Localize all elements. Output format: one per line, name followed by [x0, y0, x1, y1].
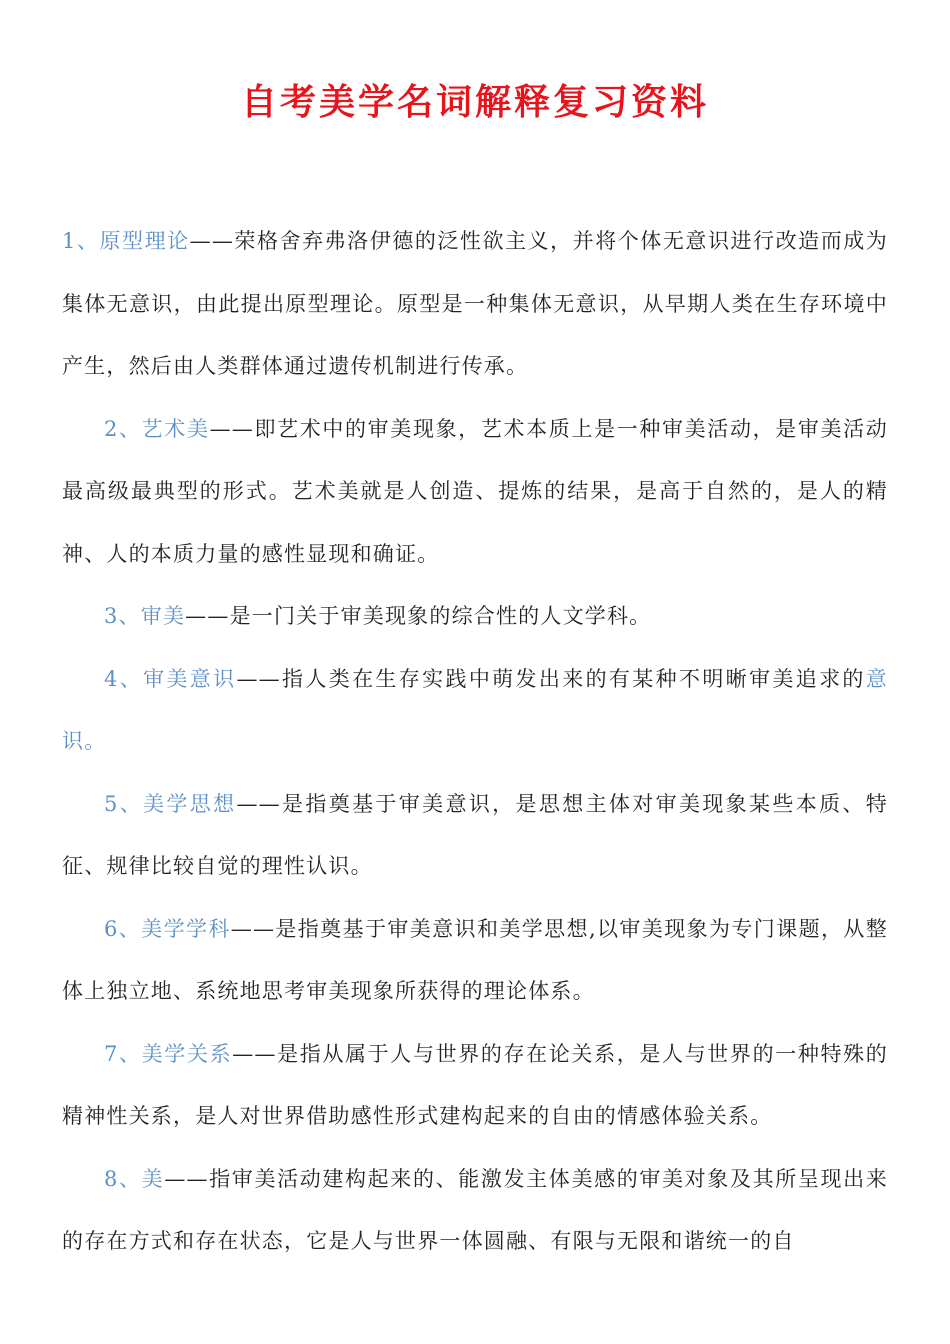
- entry-term: 审美: [140, 604, 186, 628]
- entry-separator: ——: [185, 604, 230, 628]
- entry-separator: ——: [236, 791, 281, 816]
- entry-definition: 指人类在生存实践中萌发出来的有某种不明晰审美追求的: [280, 666, 866, 691]
- entry-separator: ——: [236, 666, 281, 691]
- term-list: [62, 210, 888, 1273]
- entry-beauty: [62, 1148, 888, 1273]
- entry-definition: 是指奠基于审美意识，是思想主体对审美现象某些本质、特征、规律比较自觉的理性认识。: [62, 791, 888, 878]
- entry-definition: 即艺术中的审美现象，艺术本质上是一种审美活动，是审美活动最高级最典型的形式。艺术美就是人创造、提炼的结果，是高于自然的，是人的精神、人的本质力量的感性显现和确证。: [62, 416, 888, 566]
- entry-number: 1、: [62, 229, 100, 253]
- document-title: 自考美学名词解释复习资料: [240, 81, 709, 123]
- entry-term: 艺术美: [141, 416, 210, 441]
- entry-prototype-theory: [62, 210, 888, 398]
- entry-separator: ——: [209, 416, 254, 441]
- entry-aesthetic-consciousness: [62, 648, 888, 773]
- entry-number: 5、: [104, 791, 144, 816]
- entry-term: 美学思想: [143, 791, 237, 816]
- entry-definition: 是指从属于人与世界的存在论关系，是人与世界的一种特殊的精神性关系，是人对世界借助感性形式建构起来的自由的情感体验关系。: [62, 1041, 888, 1128]
- entry-number: 6、: [104, 916, 142, 941]
- entry-aesthetic-thought: [62, 773, 888, 898]
- entry-separator: ——: [230, 916, 276, 941]
- entry-term: 美学关系: [141, 1041, 233, 1066]
- entry-term: 美: [141, 1166, 165, 1191]
- entry-definition: 是指奠基于审美意识和美学思想,以审美现象为专门课题，从整体上独立地、系统地思考审美现象所获得的理论体系。: [62, 916, 888, 1003]
- entry-aesthetics-discipline: [62, 898, 888, 1023]
- entry-separator: ——: [232, 1041, 277, 1066]
- entry-definition: 是一门关于审美现象的综合性的人文学科。: [229, 604, 652, 628]
- entry-number: 8、: [104, 1166, 142, 1191]
- entry-definition: 指审美活动建构起来的、能激发主体美感的审美对象及其所呈现出来的存在方式和存在状态，它是人与世界一体圆融、有限与无限和谐统一的自: [62, 1166, 889, 1253]
- entry-number: 3、: [104, 604, 141, 628]
- entry-term: 审美意识: [143, 666, 237, 691]
- entry-term: 原型理论: [99, 229, 190, 253]
- entry-separator: ——: [164, 1166, 209, 1191]
- entry-number: 7、: [104, 1041, 142, 1066]
- entry-term: 美学学科: [141, 916, 231, 941]
- entry-number: 4、: [104, 666, 144, 691]
- entry-definition: 荣格舍弃弗洛伊德的泛性欲主义，并将个体无意识进行改造而成为集体无意识，由此提出原型理论。原型是一种集体无意识，从早期人类在生存环境中产生，然后由人类群体通过遗传机制进行传承。: [62, 229, 888, 378]
- entry-art-beauty: [62, 398, 888, 586]
- entry-number: 2、: [104, 416, 142, 441]
- entry-separator: ——: [189, 229, 235, 253]
- entry-aesthetics: [62, 585, 888, 648]
- entry-term-tail: 意识。: [62, 666, 888, 753]
- entry-aesthetic-relation: [62, 1023, 888, 1148]
